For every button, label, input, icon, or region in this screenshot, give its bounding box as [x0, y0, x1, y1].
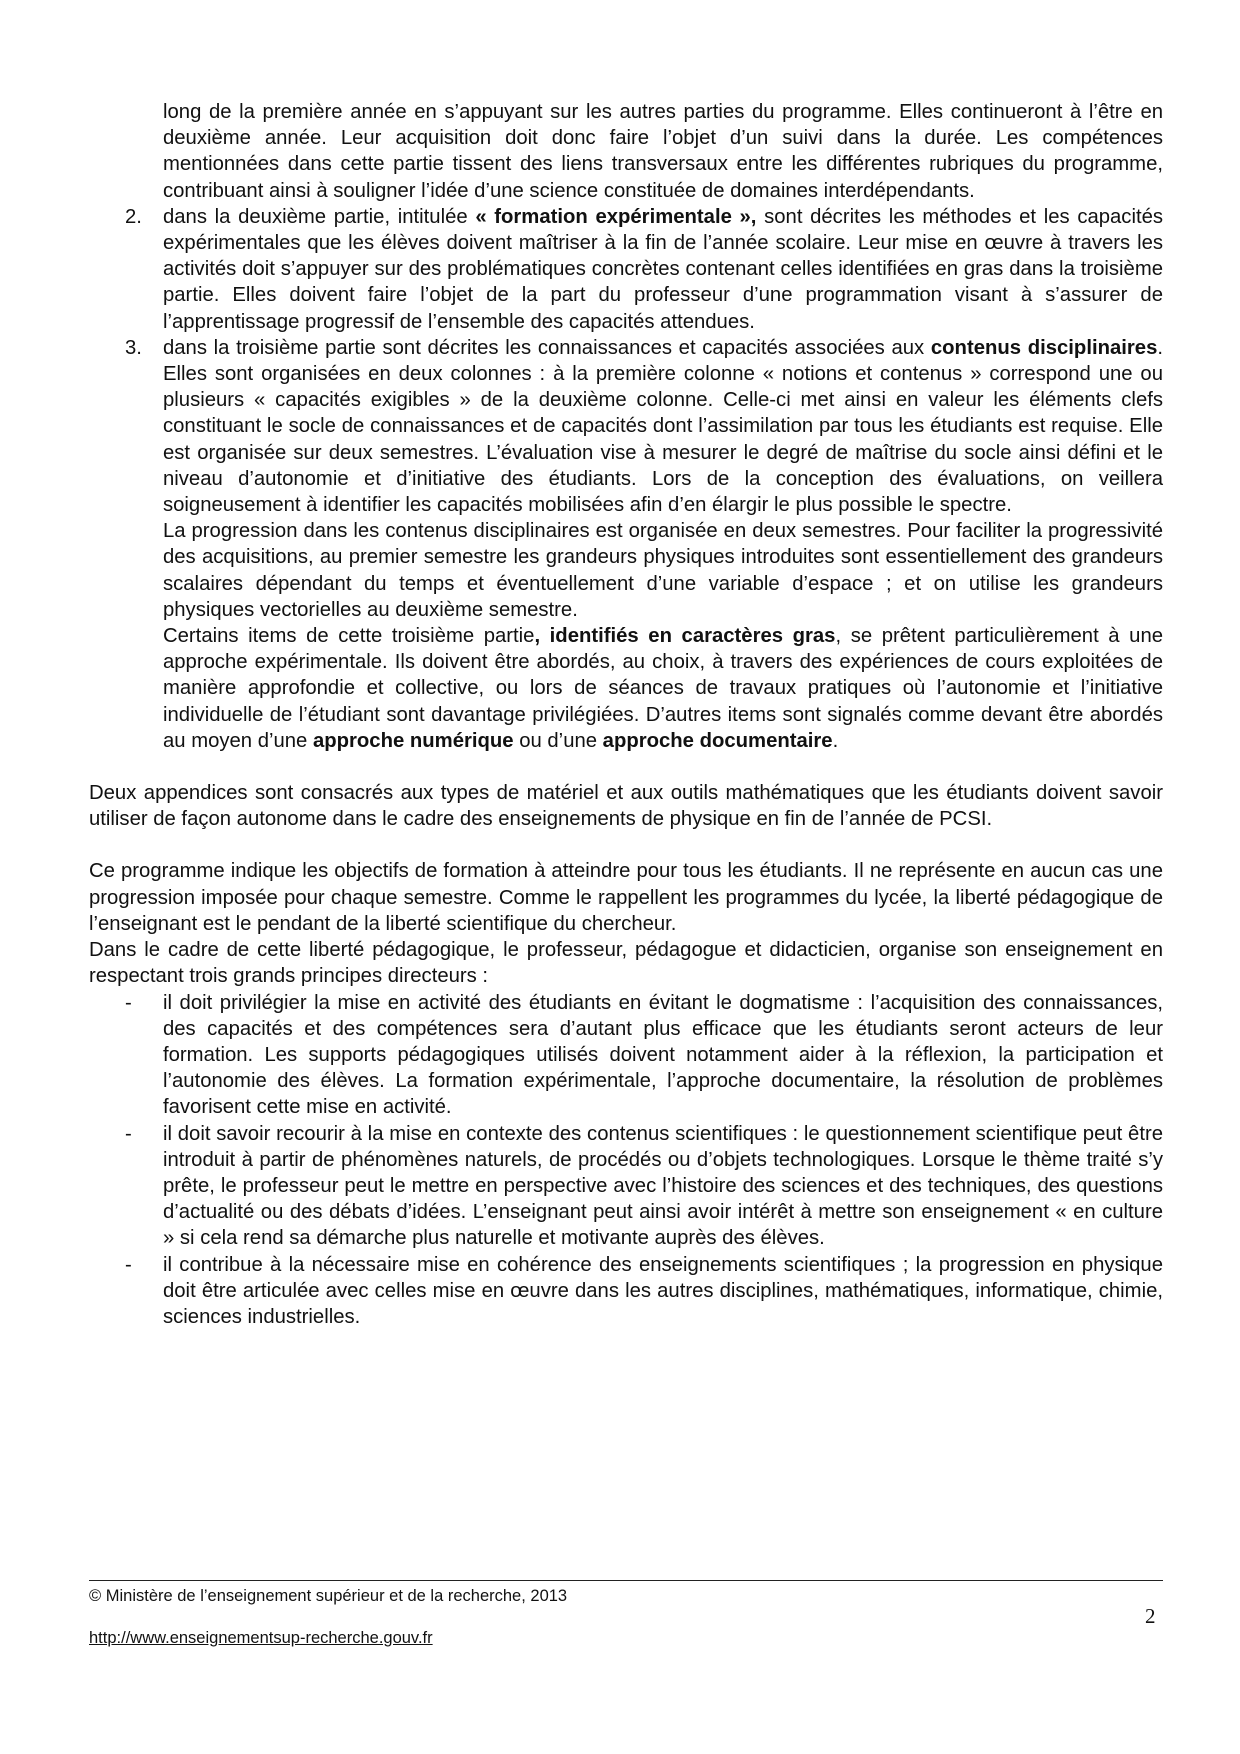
dash-marker: -	[125, 1253, 132, 1276]
bold-term: , identifiés en caractères gras	[534, 625, 836, 648]
list-item-paragraph: Certains items de cette troisième partie, identifiés en caractères gras, se prêtent particulièrement à une approche expérimentale. Ils doivent être abordés, au choix, à travers des expériences de cours exploitées de manière approfondie et collective, ou lors de séances de travaux pratiques où l’autonomie et l’initiative individuelle de l’étudiant sont davantage privilégiées. D’autres items sont signalés comme devant être abordés au moyen d’une approche numérique ou d’une approche documentaire.	[163, 625, 1163, 752]
footer-copyright: © Ministère de l’enseignement supérieur et de la recherche, 2013	[89, 1587, 568, 1605]
list-item-paragraph: La progression dans les contenus disciplinaires est organisée en deux semestres. Pour faciliter la progressivité des acquisitions, au premier semestre les grandeurs physiques introduites sont essentiellement des grandeurs scalaires dépendant du temps et éventuellement d’une variable d’espace ; et on utilise les grandeurs physiques vectorielles au deuxième semestre.	[163, 520, 1163, 621]
footer-divider	[89, 1580, 1163, 1581]
list-item-text: dans la deuxième partie, intitulée « formation expérimentale », sont décrites les méthodes et les capacités expérimentales que les élèves doivent maîtriser à la fin de l’année scolaire. Leur mise en œuvre à travers les activités doit s’appuyer sur des problématiques concrètes contenant celles identifiées en gras dans la troisième partie. Elles doivent faire l’objet de la part du professeur d’une programmation visant à s’assurer de l’apprentissage progressif de l’ensemble des capacités attendues.	[163, 205, 1163, 333]
page-number: 2	[1145, 1604, 1156, 1628]
appendices-paragraph: Deux appendices sont consacrés aux types de matériel et aux outils mathématiques que les étudiants doivent savoir utiliser de façon autonome dans le cadre des enseignements de physique en fin de l’année de PCSI.	[89, 782, 1163, 831]
principle-item-2	[89, 1121, 1163, 1252]
list-item-3	[89, 335, 1163, 754]
bold-term: approche numérique	[312, 729, 514, 752]
principle-text: il doit savoir recourir à la mise en contexte des contenus scientifiques : le questionnement scientifique peut être introduit à partir de phénomènes naturels, de procédés ou d’objets technologiques. Lorsque le thème traité s’y prête, le professeur peut le mettre en perspective avec l’histoire des sciences et des techniques, des questions d’actualité ou des débats d’idées. L’enseignant peut ainsi avoir intérêt à mettre son enseignement « en culture » si cela rend sa démarche plus naturelle et motivante auprès des élèves.	[163, 1122, 1163, 1250]
paragraph-gap	[89, 832, 1163, 858]
principle-text: il contribue à la nécessaire mise en cohérence des enseignements scientifiques ; la progression en physique doit être articulée avec celles mise en œuvre dans les autres disciplines, mathématiques, informatique, chimie, sciences industrielles.	[163, 1253, 1163, 1328]
bold-term: « formation expérimentale »,	[475, 205, 757, 228]
bold-term: approche documentaire	[602, 729, 833, 752]
paragraph-gap	[89, 754, 1163, 780]
list-item-text: dans la troisième partie sont décrites les connaissances et capacités associées aux contenus disciplinaires. Elles sont organisées en deux colonnes : à la première colonne « notions et contenus » correspond une ou plusieurs « capacités exigibles » de la deuxième colonne. Celle-ci met ainsi en valeur les éléments clefs constituant le socle de connaissances et de capacités dont l’assimilation par tous les étudiants est requise. Elle est organisée sur deux semestres. L’évaluation vise à mesurer le degré de maîtrise du socle ainsi défini et le niveau d’autonomie et d’initiative des étudiants. Lors de la conception des évaluations, on veillera soigneusement à identifier les capacités mobilisées afin d’en élargir le plus possible le spectre.	[163, 336, 1163, 517]
list-marker: 2.	[125, 205, 142, 228]
principles-intro: Dans le cadre de cette liberté pédagogique, le professeur, pédagogue et didacticien, organise son enseignement en respectant trois grands principes directeurs :	[89, 939, 1163, 988]
bold-term: contenus disciplinaires	[930, 336, 1158, 359]
list-item-2	[89, 204, 1163, 335]
programme-paragraph: Ce programme indique les objectifs de formation à atteindre pour tous les étudiants. Il ne représente en aucun cas une progression imposée pour chaque semestre. Comme le rappellent les programmes du lycée, la liberté pédagogique de l’enseignant est le pendant de la liberté scientifique du chercheur.	[89, 860, 1163, 935]
intro-continuation: long de la première année en s’appuyant sur les autres parties du programme. Elles continueront à l’être en deuxième année. Leur acquisition doit donc faire l’objet d’un suivi dans la durée. Les compétences mentionnées dans cette partie tissent des liens transversaux entre les différentes rubriques du programme, contribuant ainsi à souligner l’idée d’une science constituée de domaines interdépendants.	[163, 101, 1163, 202]
principle-item-1	[89, 990, 1163, 1121]
main-content	[89, 99, 1163, 1330]
principle-item-3	[89, 1252, 1163, 1331]
footer-website-link[interactable]: http://www.enseignementsup-recherche.gouv.fr	[89, 1629, 433, 1647]
dash-marker: -	[125, 991, 132, 1014]
list-marker: 3.	[125, 336, 142, 359]
dash-marker: -	[125, 1122, 132, 1145]
principle-text: il doit privilégier la mise en activité des étudiants en évitant le dogmatisme : l’acquisition des connaissances, des capacités et des compétences sera d’autant plus efficace que les étudiants seront acteurs de leur formation. Les supports pédagogiques utilisés doivent notamment aider à la réflexion, la participation et l’autonomie des élèves. La formation expérimentale, l’approche documentaire, la résolution de problèmes favorisent cette mise en activité.	[163, 991, 1163, 1119]
